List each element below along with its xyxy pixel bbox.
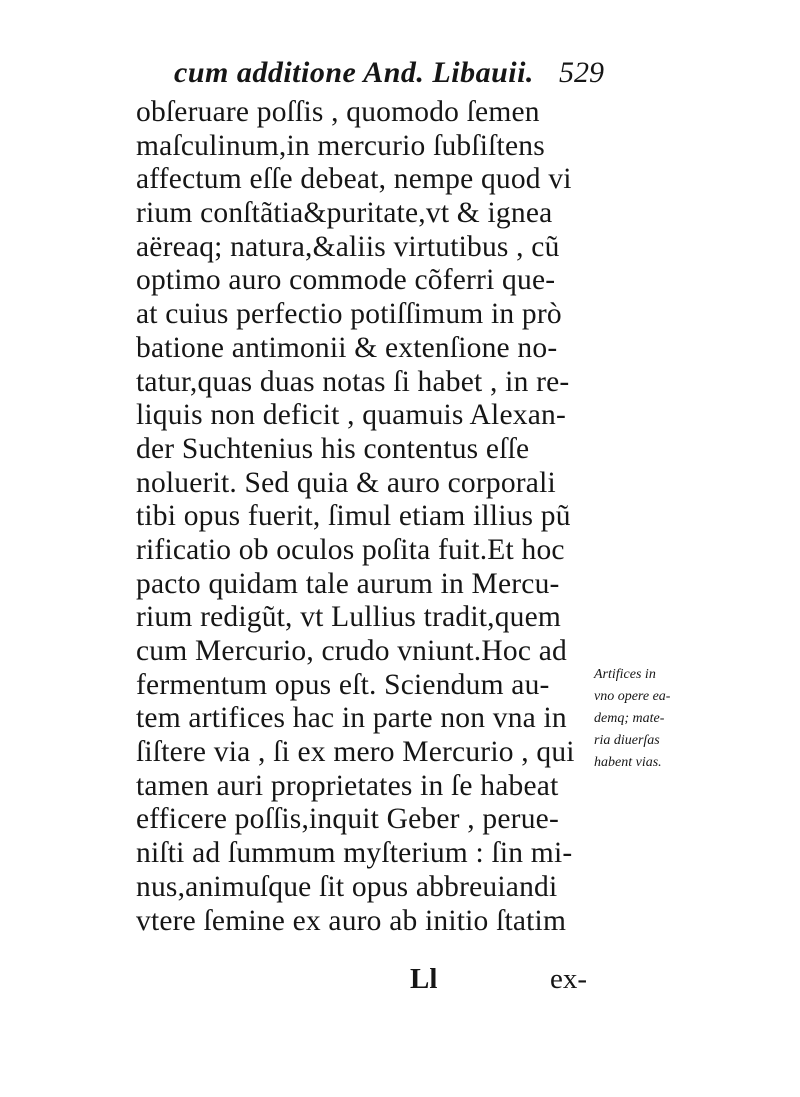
text-line: obſeruare poſſis , quomodo ſemen [136, 96, 540, 128]
text-line: tem artifices hac in parte non vna in [136, 702, 567, 735]
text-line: batione antimonii & extenſione no- [136, 331, 558, 364]
note-line: ria diuerſas [594, 733, 660, 748]
text-line: pacto quidam tale aurum in Mercu- [136, 567, 560, 600]
text-line: rium redigũt, vt Lullius tradit,quem [136, 601, 562, 634]
text-line: at cuius perfectio potiſſimum in prò [136, 298, 562, 331]
text-line: noluerit. Sed quia & auro corporali [136, 466, 556, 499]
text-line: liquis non deficit , quamuis Alexan- [136, 399, 566, 432]
text-line: vtere ſemine ex auro ab initio ſtatim [136, 904, 567, 937]
body-text [136, 96, 606, 938]
text-line: der Suchtenius his contentus eſſe [136, 432, 530, 465]
text-line: cum Mercurio, crudo vniunt.Hoc ad [136, 635, 567, 667]
text-line: rificatio ob oculos poſita fuit.Et hoc [136, 533, 565, 566]
note-line: vno opere ea- [594, 689, 671, 704]
text-line: tibi opus fuerit, ſimul etiam illius pũ [136, 500, 571, 533]
text-line: optimo auro commode cõferri que- [136, 264, 556, 297]
running-title: cum additione And. Libauii. [174, 56, 534, 89]
page-number: 529 [559, 56, 604, 89]
note-line: demq; mate- [594, 711, 665, 726]
text-line: maſculinum,in mercurio ſubſiſtens [136, 129, 545, 162]
text-line: affectum eſſe debeat, nempe quod vi [136, 163, 572, 196]
text-line: aëreaq; natura,&aliis virtutibus , cũ [136, 230, 560, 263]
text-line: nus,animuſque ſit opus abbreuiandi [136, 870, 558, 903]
running-head [174, 54, 604, 94]
note-line: Artifices in [594, 667, 656, 682]
text-line: fermentum opus eſt. Sciendum au- [136, 668, 550, 701]
catchword: ex- [550, 963, 588, 995]
text-line: tamen auri proprietates in ſe habeat [136, 769, 559, 802]
text-line: tatur,quas duas notas ſi habet , in re- [136, 365, 570, 398]
marginal-note [594, 664, 704, 774]
note-line: habent vias. [594, 755, 662, 770]
text-line: efficere poſſis,inquit Geber , perue- [136, 803, 559, 836]
signature-mark: Ll [410, 963, 438, 995]
text-line: rium conſtãtia&puritate,vt & ignea [136, 197, 553, 230]
text-line: niſti ad ſummum myſterium : ſin mi- [136, 837, 573, 870]
text-line: ſiſtere via , ſi ex mero Mercurio , qui [136, 736, 575, 769]
